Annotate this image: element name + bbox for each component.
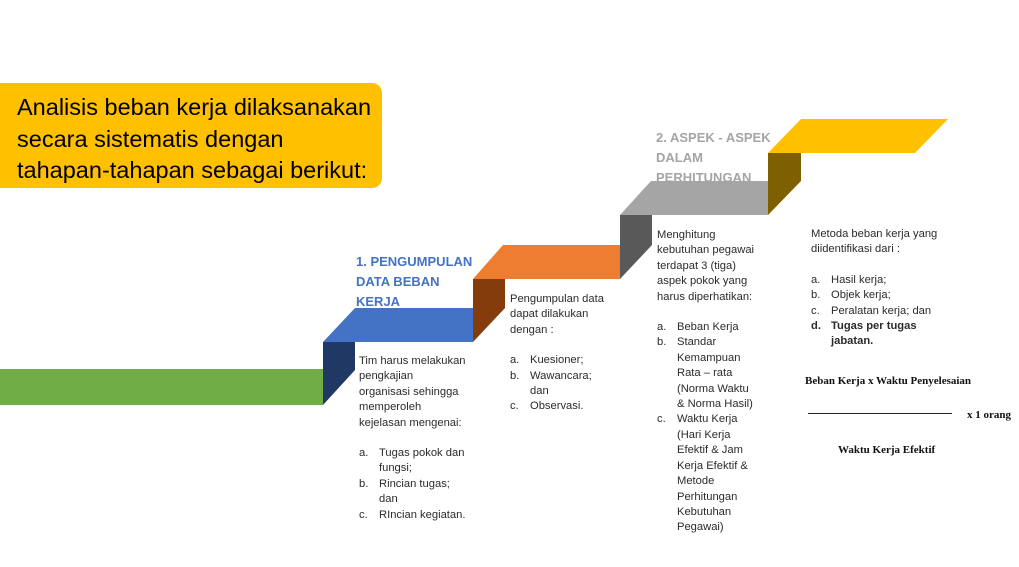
orange-step-riser [473,279,505,342]
list-item [359,477,479,508]
item-line: dan [379,493,398,506]
step-2-title-line: 2. ASPEK - ASPEK [656,130,771,145]
item-line: Kemampuan [677,351,741,364]
list-item [510,399,620,414]
list-marker: d. [811,320,821,333]
yellow-step-top [768,119,948,153]
text-line: kejelasan mengenai: [359,416,462,429]
text-line: kebutuhan pegawai [657,244,755,257]
text-line: memperoleh [359,401,422,414]
step-1-title [356,252,472,312]
list-marker: b. [510,369,520,382]
item-line: Kerja Efektif & [677,459,748,472]
step-1-title-line: DATA BEBAN [356,274,440,289]
item-line: Perhitungan [677,490,738,503]
step-2-title-line: PERHITUNGAN [656,170,752,185]
list-marker: b. [811,289,821,302]
item-line: & Norma Hasil) [677,398,753,411]
item-line: Tugas per tugas [831,320,917,333]
step-2-title-line: DALAM [656,150,703,165]
list-item [811,288,971,303]
text-line: terdapat 3 (tiga) [657,259,736,272]
list-item [510,353,620,368]
list-item [510,369,620,400]
formula-multiplier: x 1 orang [967,409,1011,421]
list-marker: b. [657,336,667,349]
list-item [811,319,971,350]
step-1-title-line: 1. PENGUMPULAN [356,254,473,269]
item-line: Pegawai) [677,521,724,534]
workload-method [811,227,971,350]
list-marker: a. [811,273,821,286]
item-line: Hasil kerja; [831,273,887,286]
formula-denominator: Waktu Kerja Efektif [838,444,936,456]
step-2-title [656,128,771,188]
item-line: jabatan. [831,335,874,348]
text-line: Metoda beban kerja yang [811,228,938,240]
item-line: (Norma Waktu [677,382,749,395]
step-1-title-line: KERJA [356,294,401,309]
list-marker: b. [359,477,369,490]
item-line: (Hari Kerja [677,428,731,441]
list-item [359,508,479,523]
list-marker: a. [657,321,667,334]
collection-list [359,446,479,523]
item-line: Observasi. [530,400,584,413]
aspects-list [657,320,767,536]
yellow-step-riser [768,153,801,215]
text-line: dengan : [510,323,554,336]
list-marker: c. [811,304,820,317]
item-line: Objek kerja; [831,289,891,302]
item-line: dan [530,385,549,398]
item-line: Standar [677,336,717,349]
green-step-bar [0,369,323,405]
method-list [811,273,971,350]
item-line: fungsi; [379,462,412,475]
blue-step-top [323,308,473,342]
list-marker: c. [657,413,666,426]
item-line: Efektif & Jam [677,444,743,457]
text-line: diidentifikasi dari : [811,243,900,256]
list-item [657,320,767,335]
text-line: pengkajian [359,370,414,383]
blue-step-riser [323,342,355,405]
item-line: Peralatan kerja; dan [831,304,932,317]
collection-methods [510,292,620,415]
item-line: Kuesioner; [530,354,584,367]
item-line: RIncian kegiatan. [379,508,466,521]
list-item [657,335,767,412]
intro-text: Analisis beban kerja dilaksanakan secara sistematis dengan tahapan-tahapan sebagai berikut: [17,94,372,183]
text-line: aspek pokok yang [657,275,748,288]
list-marker: a. [510,354,520,367]
list-marker: a. [359,447,369,460]
item-line: Rincian tugas; [379,477,450,490]
formula-numerator: Beban Kerja x Waktu Penyelesaian [805,375,972,387]
intro-callout [0,83,382,188]
item-line: Tugas pokok dan [379,447,465,460]
calculation-aspects [657,228,767,536]
item-line: Wawancara; [530,369,592,382]
item-line: Metode [677,475,715,488]
item-line: Beban Kerja [677,321,739,334]
list-marker: c. [510,400,519,413]
text-line: organisasi sehingga [359,385,459,398]
gray-step-riser [620,215,652,279]
text-line: Menghitung [657,229,716,241]
list-marker: c. [359,508,368,521]
methods-list [510,353,620,415]
orange-step-top [473,245,620,279]
text-line: dapat dilakukan [510,308,589,321]
collection-description [359,354,479,523]
formula-divider [808,413,952,414]
list-item [657,412,767,535]
list-item [811,304,971,319]
item-line: Kebutuhan [677,505,732,518]
text-line: Tim harus melakukan [359,355,466,367]
item-line: Waktu Kerja [677,413,738,426]
text-line: harus diperhatikan: [657,290,753,303]
text-line: Pengumpulan data [510,293,604,305]
item-line: Rata – rata [677,367,733,380]
list-item [811,273,971,288]
list-item [359,446,479,477]
